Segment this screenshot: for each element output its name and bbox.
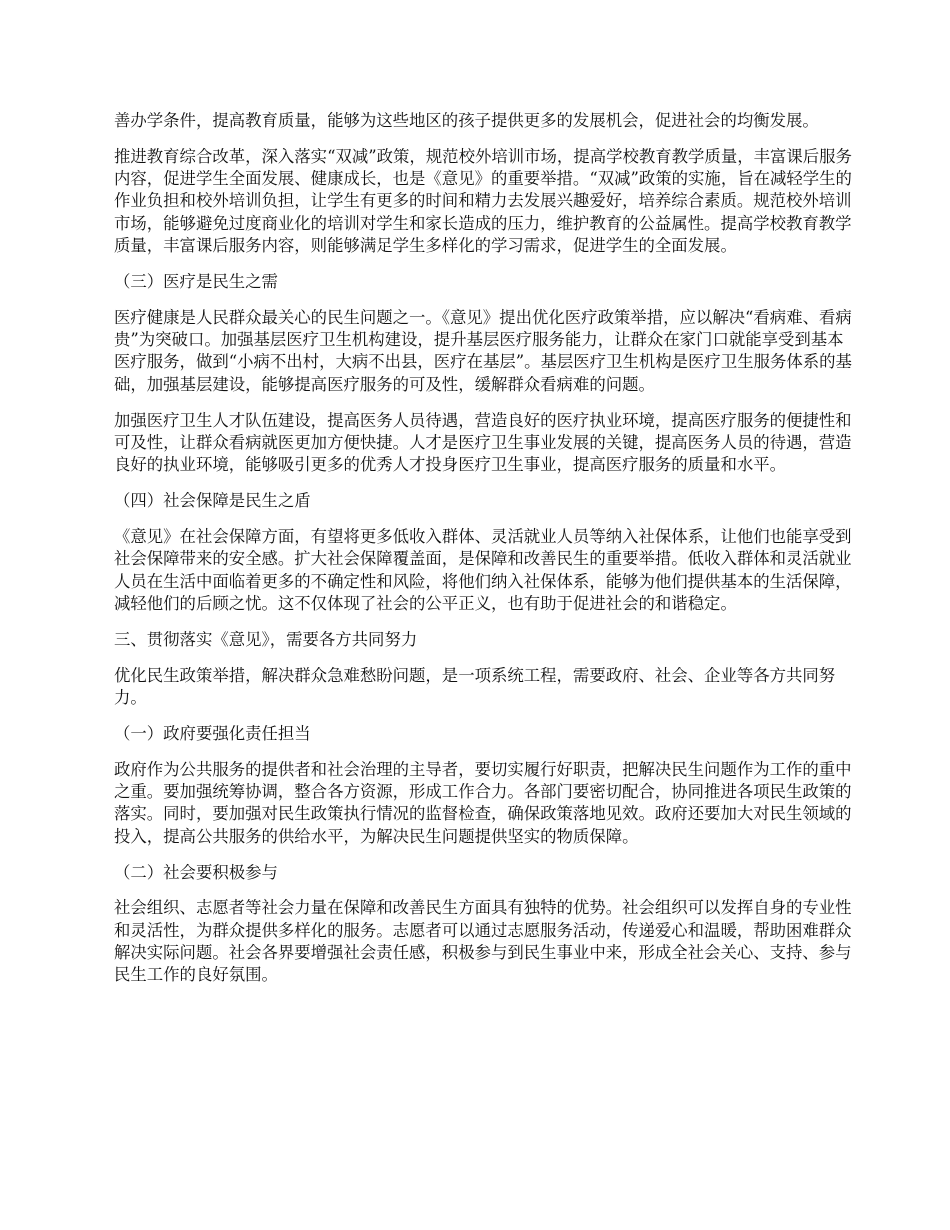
document-page [114, 110, 852, 1000]
paragraph-government: 政府作为公共服务的提供者和社会治理的主导者，要切实履行好职责，把解决民生问题作为工作的重中之重。要加强统筹协调，整合各方资源，形成工作合力。各部门要密切配合，协同推进各项民生政策的落实。同时，要加强对民生政策执行情况的监督检查，确保政策落地见效。政府还要加大对民生领域的投入，提高公共服务的供给水平，为解决民生问题提供坚实的物质保障。 [114, 759, 852, 846]
heading-section-three: 三、贯彻落实《意见》，需要各方共同努力 [114, 629, 418, 649]
paragraph-medical-talent: 加强医疗卫生人才队伍建设，提高医务人员待遇，营造良好的医疗执业环境，提高医疗服务的便捷性和可及性，让群众看病就医更加方便快捷。人才是医疗卫生事业发展的关键，提高医务人员的待遇，营造良好的执业环境，能够吸引更多的优秀人才投身医疗卫生事业，提高医疗服务的质量和水平。 [114, 410, 852, 475]
paragraph-joint-efforts: 优化民生政策举措，解决群众急难愁盼问题，是一项系统工程，需要政府、社会、企业等各方共同努力。 [114, 665, 836, 707]
heading-government: （一）政府要强化责任担当 [114, 723, 311, 743]
paragraph-education-continued: 善办学条件，提高教育质量，能够为这些地区的孩子提供更多的发展机会，促进社会的均衡发展。 [114, 111, 819, 130]
heading-society: （二）社会要积极参与 [114, 862, 278, 882]
heading-medical: （三）医疗是民生之需 [114, 271, 278, 291]
heading-social-security: （四）社会保障是民生之盾 [114, 491, 311, 511]
paragraph-society: 社会组织、志愿者等社会力量在保障和改善民生方面具有独特的优势。社会组织可以发挥自身的专业性和灵活性，为群众提供多样化的服务。志愿者可以通过志愿服务活动，传递爱心和温暖，帮助困难群众解决实际问题。社会各界要增强社会责任感，积极参与到民生事业中来，形成全社会关心、支持、参与民生工作的良好氛围。 [114, 898, 852, 985]
paragraph-medical-grassroots: 医疗健康是人民群众最关心的民生问题之一。《意见》提出优化医疗政策举措，应以解决“看病难、看病贵”为突破口。加强基层医疗卫生机构建设，提升基层医疗服务能力，让群众在家门口就能享受到基本医疗服务，做到“小病不出村，大病不出县，医疗在基层”。基层医疗卫生机构是医疗卫生服务体系的基础，加强基层建设，能够提高医疗服务的可及性，缓解群众看病难的问题。 [114, 307, 852, 394]
paragraph-social-security: 《意见》在社会保障方面，有望将更多低收入群体、灵活就业人员等纳入社保体系，让他们也能享受到社会保障带来的安全感。扩大社会保障覆盖面，是保障和改善民生的重要举措。低收入群体和灵活就业人员在生活中面临着更多的不确定性和风险，将他们纳入社保体系，能够为他们提供基本的生活保障，减轻他们的后顾之忧。这不仅体现了社会的公平正义，也有助于促进社会的和谐稳定。 [114, 527, 852, 613]
paragraph-education-reform: 推进教育综合改革，深入落实“双减”政策，规范校外培训市场，提高学校教育教学质量，丰富课后服务内容，促进学生全面发展、健康成长，也是《意见》的重要举措。“双减”政策的实施，旨在减轻学生的作业负担和校外培训负担，让学生有更多的时间和精力去发展兴趣爱好，培养综合素质。规范校外培训市场，能够避免过度商业化的培训对学生和家长造成的压力，维护教育的公益属性。提高学校教育教学质量，丰富课后服务内容，则能够满足学生多样化的学习需求，促进学生的全面发展。 [114, 146, 852, 256]
